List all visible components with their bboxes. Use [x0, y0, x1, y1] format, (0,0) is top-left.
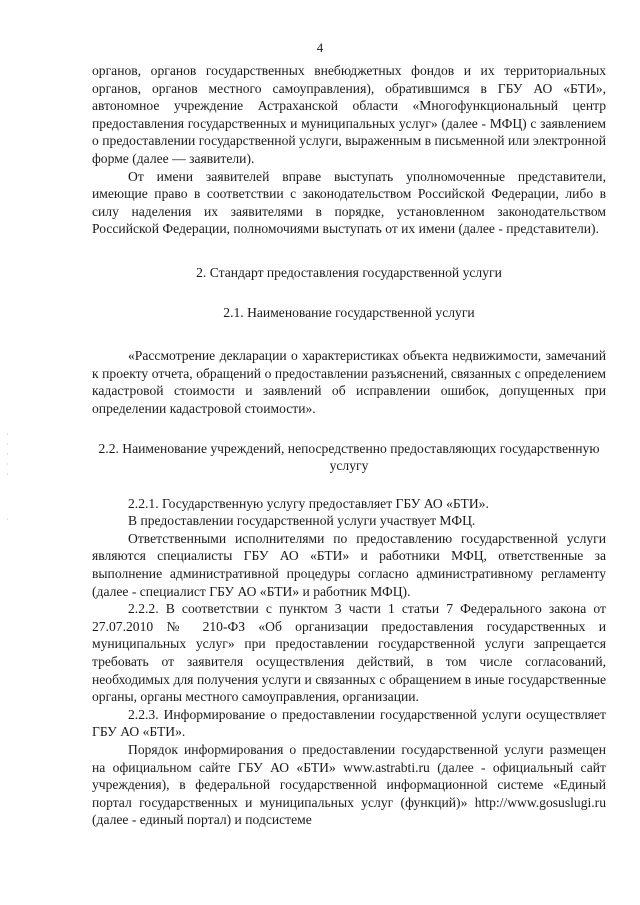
paragraph-information-procedure: Порядок информирования о предоставлении государственной услуги размещен на официальном сайте ГБУ АО «БТИ» www.astrabti.ru (далее - официальный сайт учреждения), в федеральной государственной информационной системе «Единый портал государственных и муниципальных услуг (функций)» http://www.gosuslugi.ru (далее - единый портал) и подсистеме	[92, 742, 606, 828]
paragraph-2-2-3: 2.2.3. Информирование о предоставлении государственной услуги осуществляет ГБУ АО «БТИ».	[92, 706, 606, 740]
paragraph-responsible-executors: Ответственными исполнителями по предоставлению государственной услуги являются специалисты ГБУ АО «БТИ» и работники МФЦ, ответственные за выполнение административной процедуры согласно административному регламенту (далее - специалист ГБУ АО «БТИ» и работник МФЦ).	[92, 530, 606, 599]
page-number: 4	[316, 40, 324, 55]
paragraph-mfc-participates: В предоставлении государственной услуги участвует МФЦ.	[128, 513, 476, 529]
document-body	[92, 62, 606, 829]
paragraph-representatives: От имени заявителей вправе выступать уполномоченные представители, имеющие право в соответствии с законодательством Российской Федерации, либо в силу наделения их заявителями в порядке, установленном законодательством Российской Федерации, полномочиями выступать от их имени (далее - представители).	[92, 168, 606, 237]
section-heading-standard: 2. Стандарт предоставления государственной услуги	[196, 264, 502, 280]
paragraph-applicants: органов, органов государственных внебюджетных фондов и их территориальных органов, органов местного самоуправления), обратившимся в ГБУ АО «БТИ», автономное учреждение Астраханской области «Многофункциональный центр предоставления государственных и муниципальных услуг» (далее - МФЦ) с заявлением о предоставлении государственной услуги, выраженным в письменной или электронной форме (далее — заявители).	[92, 63, 606, 166]
margin-scan-marks: · · · · ·	[6, 430, 9, 479]
subsection-heading-institutions: 2.2. Наименование учреждений, непосредственно предоставляющих государственную услугу	[98, 440, 600, 474]
paragraph-2-2-2: 2.2.2. В соответствии с пунктом 3 части 1 статьи 7 Федерального закона от 27.07.2010 № 210-ФЗ «Об организации предоставления государственных и муниципальных услуг» при предоставлении государственной услуги запрещается требовать от заявителя осуществления действий, в том числе согласований, необходимых для получения услуги и связанных с обращением в иные государственные органы, органы местного самоуправления, организации.	[92, 601, 606, 705]
subsection-heading-service-name: 2.1. Наименование государственной услуги	[223, 304, 475, 320]
margin-scan-mark: ·	[6, 515, 9, 524]
paragraph-2-2-1: 2.2.1. Государственную услугу предоставляет ГБУ АО «БТИ».	[128, 495, 489, 511]
paragraph-service-name: «Рассмотрение декларации о характеристиках объекта недвижимости, замечаний к проекту отчета, обращений о предоставлении разъяснений, связанных с определением кадастровой стоимости и заявлений об исправлении ошибок, допущенных при определении кадастровой стоимости».	[92, 348, 606, 416]
